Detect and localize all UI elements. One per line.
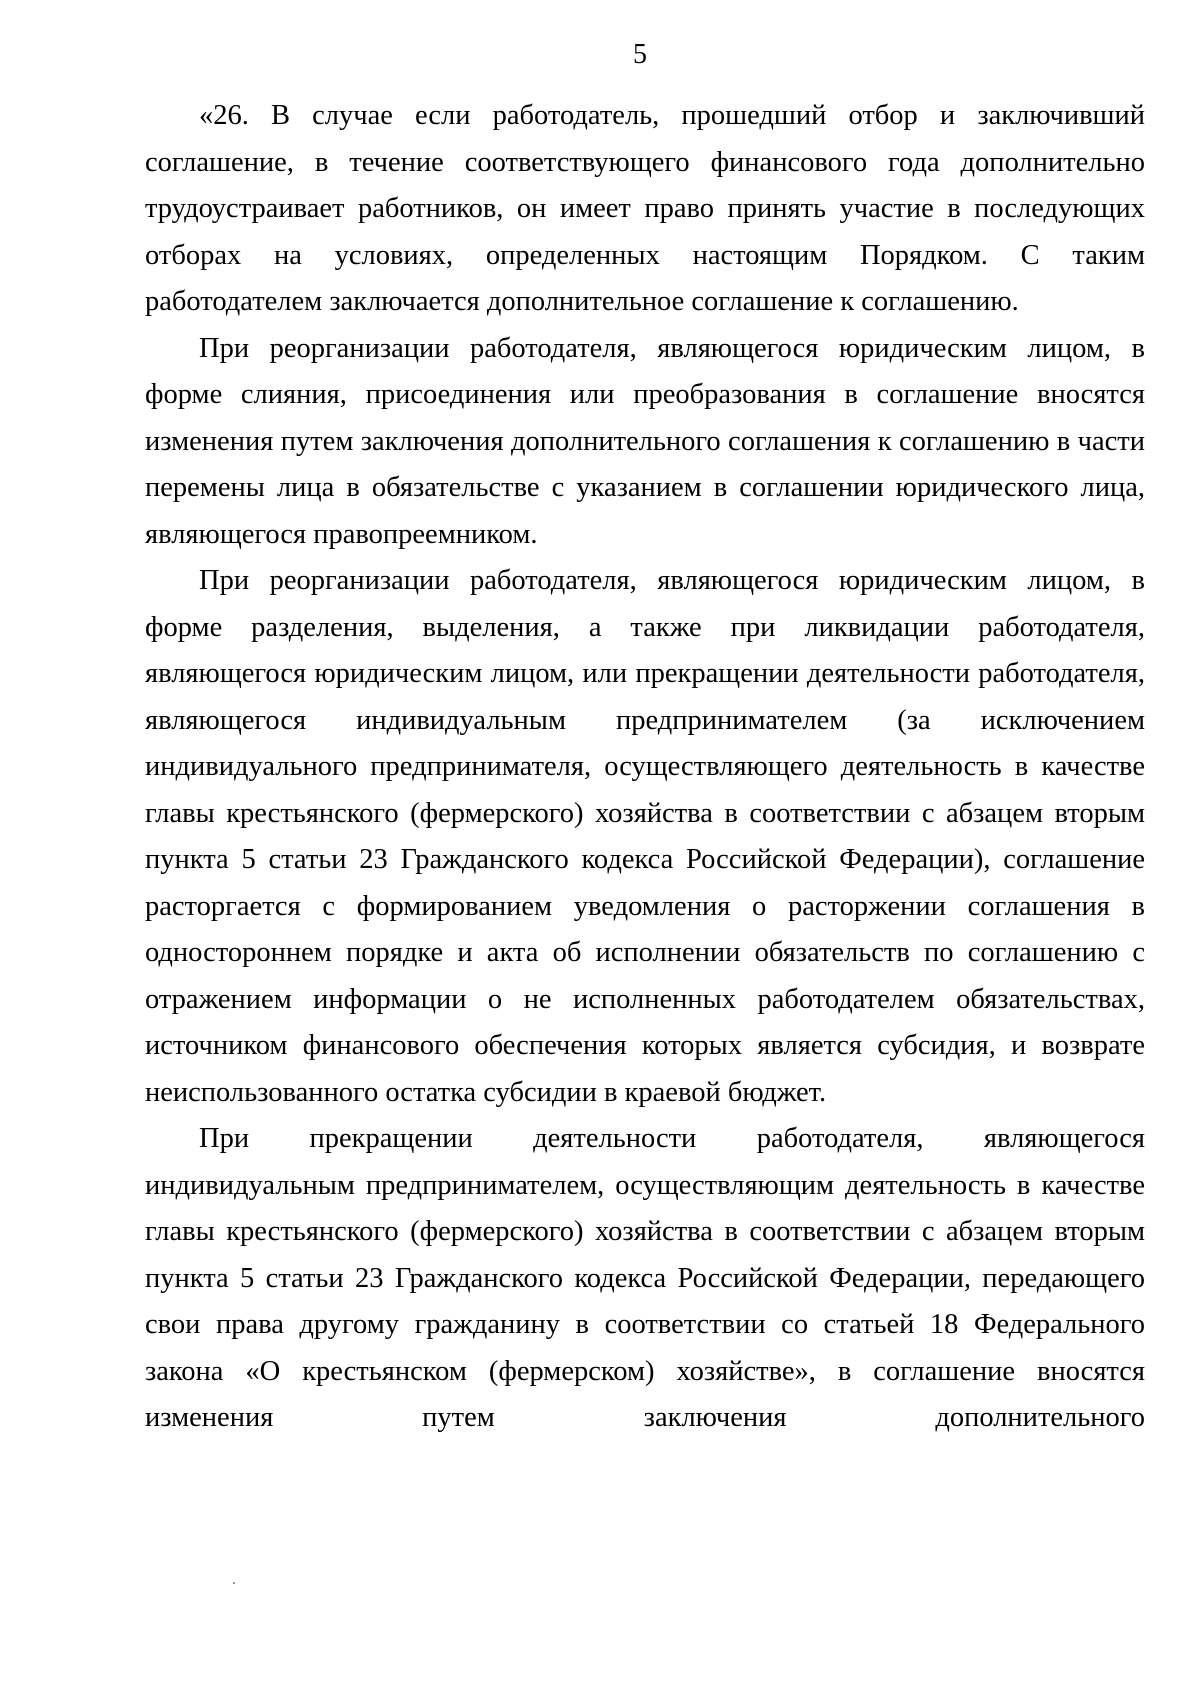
paragraph-clause-26: «26. В случае если работодатель, прошедший отбор и заключивший соглашение, в течение соответствующего финансового года дополнительно трудоустраивает работников, он имеет право принять участие в последующих отборах на условиях, определенных настоящим Порядком. С таким работодателем заключается дополнительное соглашение к соглашению. <box>145 100 1145 317</box>
scan-speck <box>233 1582 235 1584</box>
paragraph-reorganization-division: При реорганизации работодателя, являющегося юридическим лицом, в форме разделения, выделения, а также при ликвидации работодателя, являющегося юридическим лицом, или прекращении деятельности работодателя, являющегося индивидуальным предпринимателем (за исключением индивидуального предпринимателя, осуществляющего деятельность в качестве главы крестьянского (фермерского) хозяйства в соответствии с абзацем вторым пункта 5 статьи 23 Гражданского кодекса Российской Федерации), соглашение расторгается с формированием уведомления о расторжении соглашения в одностороннем порядке и акта об исполнении обязательств по соглашению с отражением информации о не исполненных работодателем обязательствах, источником финансового обеспечения которых является субсидия, и возврате неиспользованного остатка субсидии в краевой бюджет. <box>145 565 1145 1108</box>
paragraph-reorganization-merger: При реорганизации работодателя, являющегося юридическим лицом, в форме слияния, присоединения или преобразования в соглашение вносятся изменения путем заключения дополнительного соглашения к соглашению в части перемены лица в обязательстве с указанием в соглашении юридического лица, являющегося правопреемником. <box>145 332 1145 550</box>
paragraph-farm-head-termination: При прекращении деятельности работодателя, являющегося индивидуальным предпринимателем, осуществляющим деятельность в качестве главы крестьянского (фермерского) хозяйства в соответствии с абзацем вторым пункта 5 статьи 23 Гражданского кодекса Российской Федерации, передающего свои права другому гражданину в соответствии со статьей 18 Федерального закона «О крестьянском (фермерском) хозяйстве», в соглашение вносятся изменения путем заключения дополнительного <box>145 1123 1145 1433</box>
document-body <box>145 93 1145 1442</box>
page-number: 5 <box>633 39 647 70</box>
